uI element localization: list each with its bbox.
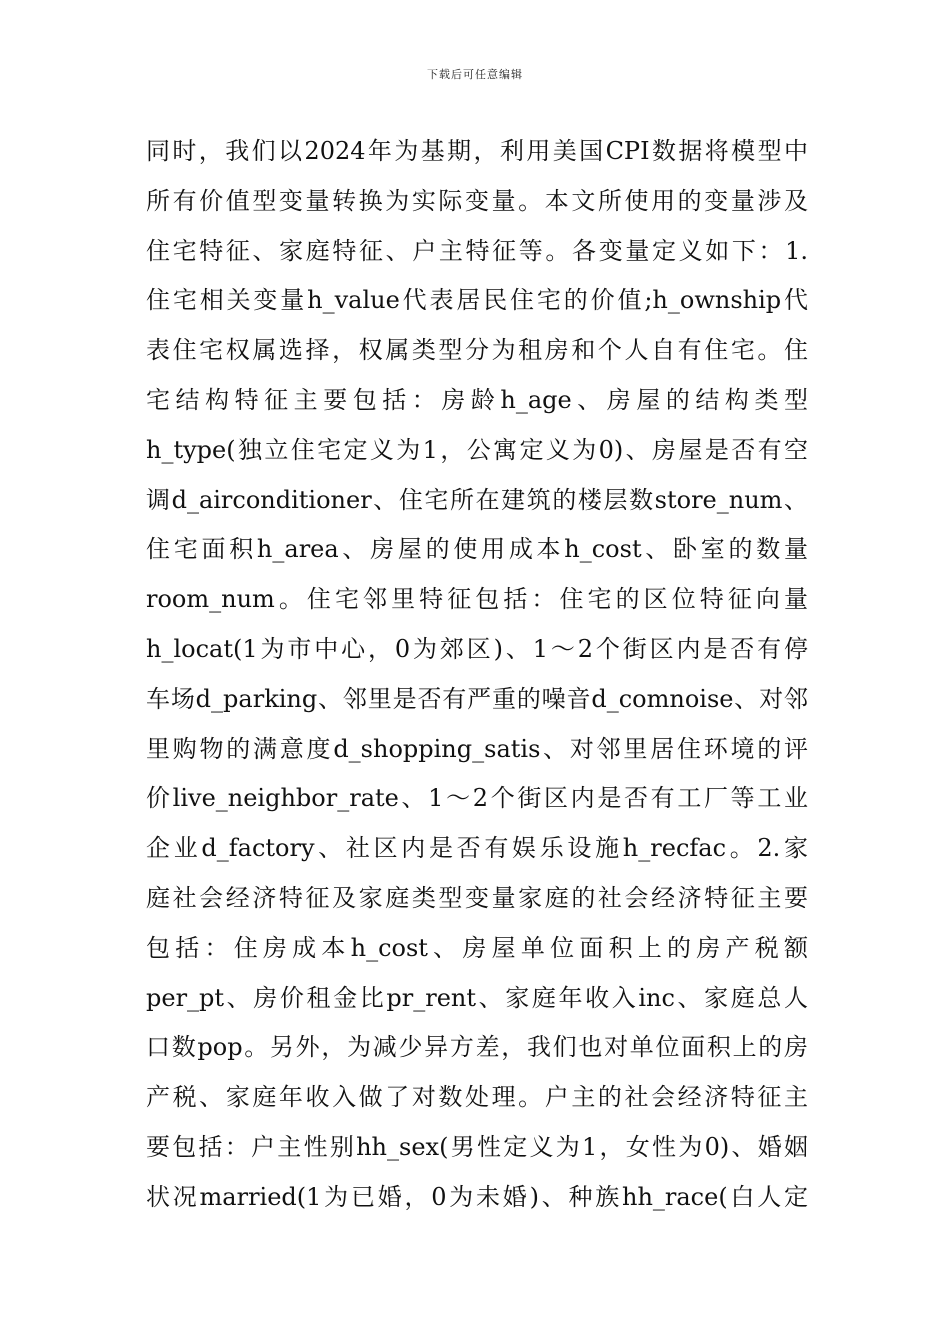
text-line-21: 要包括：户主性别hh_sex(男性定义为1，女性为0)、婚姻: [146, 1132, 808, 1161]
text-line-7: h_type(独立住宅定义为1，公寓定义为0)、房屋是否有空: [146, 435, 808, 464]
text-line-20: 产税、家庭年收入做了对数处理。户主的社会经济特征主: [146, 1083, 808, 1112]
text-line-2: 所有价值型变量转换为实际变量。本文所使用的变量涉及: [146, 186, 808, 215]
text-line-10: room_num。住宅邻里特征包括：住宅的区位特征向量: [146, 585, 808, 614]
text-line-17: 包括：住房成本h_cost、房屋单位面积上的房产税额: [146, 933, 808, 962]
text-line-19: 口数pop。另外，为减少异方差，我们也对单位面积上的房: [146, 1033, 808, 1062]
text-line-6: 宅结构特征主要包括：房龄h_age、房屋的结构类型: [146, 385, 808, 414]
text-line-5: 表住宅权属选择，权属类型分为租房和个人自有住宅。住: [146, 336, 808, 365]
text-line-13: 里购物的满意度d_shopping_satis、对邻里居住环境的评: [146, 734, 808, 763]
header-note: 下载后可任意编辑: [427, 68, 523, 81]
text-line-22: 状况married(1为已婚，0为未婚)、种族hh_race(白人定: [146, 1182, 808, 1211]
text-line-4: 住宅相关变量h_value代表居民住宅的价值;h_ownship代: [146, 286, 808, 315]
text-line-14: 价live_neighbor_rate、1～2个街区内是否有工厂等工业: [146, 784, 808, 813]
text-line-3: 住宅特征、家庭特征、户主特征等。各变量定义如下：1.: [146, 236, 808, 265]
text-line-8: 调d_airconditioner、住宅所在建筑的楼层数store_num、: [146, 485, 808, 514]
body-paragraph: [146, 127, 808, 1223]
text-line-12: 车场d_parking、邻里是否有严重的噪音d_comnoise、对邻: [146, 684, 808, 713]
text-line-16: 庭社会经济特征及家庭类型变量家庭的社会经济特征主要: [146, 883, 808, 912]
text-line-1: 同时，我们以2024年为基期，利用美国CPI数据将模型中: [146, 137, 808, 165]
text-line-18: per_pt、房价租金比pr_rent、家庭年收入inc、家庭总人: [146, 983, 808, 1012]
text-line-15: 企业d_factory、社区内是否有娱乐设施h_recfac。2.家: [146, 834, 808, 863]
text-line-9: 住宅面积h_area、房屋的使用成本h_cost、卧室的数量: [146, 535, 808, 564]
text-line-11: h_locat(1为市中心，0为郊区)、1～2个街区内是否有停: [146, 634, 808, 663]
